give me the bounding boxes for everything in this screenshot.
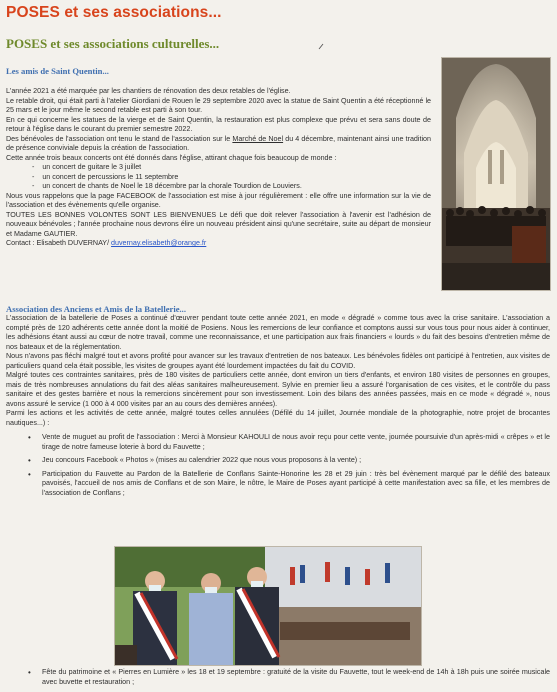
list-item: - un concert de percussions le 11 septembre bbox=[32, 172, 179, 181]
paragraph: Le retable droit, qui était parti à l'atelier Giordiani de Rouen le 29 septembre 2020 avec la statue de Saint Quentin a été réceptionné le 25 mars et le jour même le second retable est parti à son tour. bbox=[6, 96, 431, 114]
activity-list bbox=[6, 433, 550, 498]
list-item: - un concert de chants de Noel le 18 décembre par la chorale Tourdion de Louviers. bbox=[32, 182, 302, 190]
list-item: - un concert de guitare le 3 juillet bbox=[32, 163, 142, 171]
list-item: • Participation du Fauvette au Pardon de la Batellerie de Conflans Sainte-Honorine les 28 et 29 juin : très bel évènement marqué par le défilé des bateaux pavoisés, l'accueil de nos amis de Conflans et de son Maire, le nôtre, le Maire de Poses ayant participé à cette manifestation avec sa fille, et les membres de l'association de Conflans ; bbox=[28, 469, 550, 497]
contact-label: Contact : Elisabeth DUVERNAY/ bbox=[6, 239, 112, 247]
saint-quentin-text bbox=[6, 87, 431, 249]
batellerie-text bbox=[6, 314, 550, 498]
paragraph: Parmi les actions et les activités de cette année, malgré toutes celles annulées (Défilé du 14 juillet, Journée mondiale de la photographie, notre projet de brocantes nautiques...) : bbox=[6, 409, 550, 427]
church-concert-photo bbox=[441, 57, 551, 291]
paragraph: L'association de la batellerie de Poses a continué d'œuvrer pendant toute cette année 2021, en mode « dégradé » comme tous avec la crise sanitaire. L'association a compté près de 120 adhérents cette année dont la moitié de Posiens. Nous les remercions de leur confiance et comptons aussi sur vous tous pour nous aider à continuer, les adhésions étant aussi au cœur de notre travail, comme une reconnaissance, et une participation aux frais financiers « lourds » du fait des besoins d'entretien même de nos bateaux et de la réglementation. bbox=[6, 314, 550, 351]
activity-list-continued bbox=[6, 668, 550, 687]
facebook-paragraph: Nous vous rappelons que la page FACEBOOK de l'association est mise à jour régulièrement : elle offre une information sur la vie de l'association et des évènements qu'elle organise. bbox=[6, 191, 431, 209]
volunteers-paragraph: TOUTES LES BONNES VOLONTES SONT LES BIENVENUES Le défi que doit relever l'association à l'avenir est l'adhésion de nouveaux bénévoles ; l'année prochaine nous devrons élire un nouveau président ainsi qu'une secrétaire, suite au départ de monsieur et Madame GAUTIER. bbox=[6, 210, 431, 238]
paragraph-stand bbox=[6, 135, 431, 154]
stand-text-after: du 4 décembre, maintenant ainsi une tradition de présence conviviale depuis la création de l'association. bbox=[6, 134, 431, 152]
paragraph: Malgré toutes ces contraintes sanitaires, près de 180 visites de particuliers cette année, dont environ un tiers d'enfants, et environ 180 visites de personnes en groupes, mais de très nombreuses annulations du fait des aléas sanitaires malheureusement. Sylvie en premier lieu a assuré l'organisation de ces visites, et le contrôle du pass sanitaire et des gestes barrière et nous la remercions sincèrement pour son investissement. Loin des bilans des années passées, mais en ce mode « dégradé », nous avons assuré le service (1 000 à 4 000 visites par an au cours des dernières années). bbox=[6, 371, 550, 408]
contact-line bbox=[6, 239, 431, 249]
paragraph: En ce qui concerne les statues de la vierge et de Saint Quentin, la restauration est plus complexe que prévu et sera sans doute de retour à l'église dans le courant du premier semestre 2022. bbox=[6, 115, 431, 133]
pen-cursor-icon bbox=[318, 43, 324, 50]
batellerie-last-bullet bbox=[6, 668, 550, 687]
page-title: POSES et ses associations... bbox=[6, 4, 222, 21]
paragraph: L'année 2021 a été marquée par les chantiers de rénovation des deux retables de l'église. bbox=[6, 87, 291, 95]
paragraph: Nous n'avons pas fléchi malgré tout et avons profité pour avancer sur les travaux d'entretien de nos bateaux. Les bénévoles fidèles ont participé à l'entretien, aux visites de particuliers quand cela était possible, les visites de groupes ayant été lourdement impactées du fait du COVID. bbox=[6, 352, 550, 370]
contact-email-link[interactable]: duvernay.elisabeth@orange.fr bbox=[111, 239, 207, 247]
concerts-intro: Cette année trois beaux concerts ont été donnés dans l'église, attirant chaque fois beaucoup de monde : bbox=[6, 153, 337, 162]
section-heading-batellerie: Association des Anciens et Amis de la Batellerie... bbox=[6, 304, 186, 314]
section-heading-saint-quentin: Les amis de Saint Quentin... bbox=[6, 66, 109, 76]
page-subtitle: POSES et ses associations culturelles... bbox=[6, 36, 220, 51]
list-item: • Jeu concours Facebook « Photos » (mises au calendrier 2022 que nous vous proposons à la vente) ; bbox=[28, 456, 362, 465]
marche-de-noel-text: Marché de Noel bbox=[232, 134, 284, 143]
conflans-event-photo bbox=[114, 546, 422, 666]
list-item: • Vente de muguet au profit de l'association : Merci à Monsieur KAHOULI de nous avoir reçu pour cette vente, journée poursuivie d'un après-midi « crêpes » et le tirage de notre fameuse loterie à bord du Fauvette ; bbox=[28, 433, 550, 451]
list-item: • Fête du patrimoine et « Pierres en Lumière » les 18 et 19 septembre : gratuité de la visite du Fauvette, tout le week-end de 14h à 18h puis une soirée musicale avec buvette et restauration ; bbox=[28, 668, 550, 686]
stand-text-before: Des bénévoles de l'association ont tenu le stand de l'association sur le bbox=[6, 134, 233, 143]
